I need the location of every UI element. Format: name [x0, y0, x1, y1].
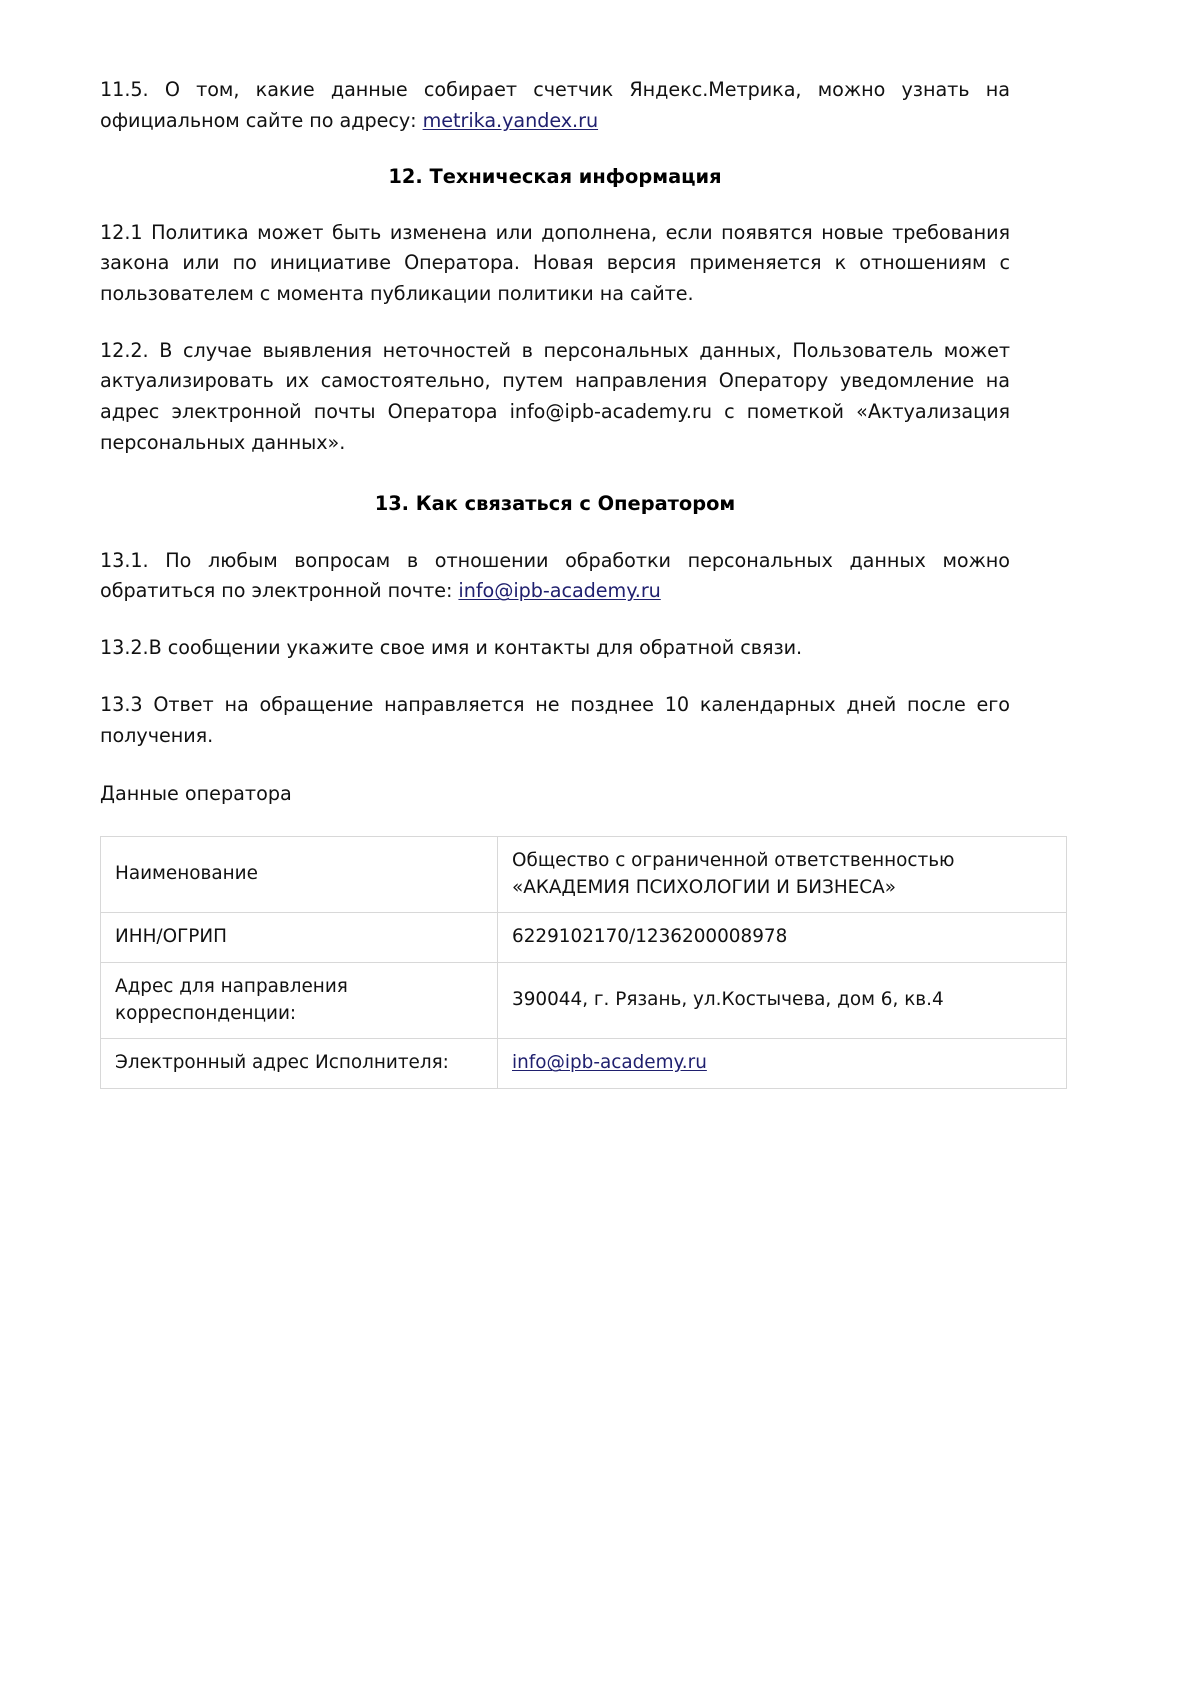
paragraph-11-5-text: 11.5. О том, какие данные собирает счетчик Яндекс.Метрика, можно узнать на официальном сайте по адресу: — [100, 78, 1010, 132]
heading-13-contact-operator: 13. Как связаться с Оператором — [374, 491, 736, 515]
table-row — [101, 913, 1067, 963]
operator-data-label: Данные оператора — [100, 782, 292, 806]
paragraph-13-3: 13.3 Ответ на обращение направляется не позднее 10 календарных дней после его получения. — [100, 692, 1010, 747]
table-cell-key — [101, 963, 498, 1039]
inn-ogrip-key: ИНН/ОГРИП — [115, 926, 227, 948]
paragraph-12-2: 12.2. В случае выявления неточностей в персональных данных, Пользователь может актуализировать их самостоятельно, путем направления Оператору уведомление на адрес электронной почты Оператора info@ipb-academy.ru с пометкой «Актуализация персональных данных». — [100, 338, 1010, 454]
paragraph-11-5 — [100, 75, 1010, 136]
table-row — [101, 1039, 1067, 1089]
table-cell-value — [498, 1039, 1067, 1089]
operator-name-value-line-2: «АКАДЕМИЯ ПСИХОЛОГИИ И БИЗНЕСА» — [512, 876, 896, 898]
correspondence-address-key-line-2: корреспонденции: — [115, 1002, 297, 1024]
paragraph-12-1: 12.1 Политика может быть изменена или дополнена, если появятся новые требования закона или по инициативе Оператора. Новая версия применяется к отношениям с пользователем с момента публикации политики на сайте. — [100, 220, 1010, 305]
metrika-yandex-link[interactable]: metrika.yandex.ru — [422, 108, 599, 132]
correspondence-address-value: 390044, г. Рязань, ул.Костычева, дом 6, кв.4 — [512, 989, 944, 1011]
paragraph-13-1 — [100, 546, 1010, 607]
table-row — [101, 837, 1067, 913]
operator-name-value-line-1: Общество с ограниченной ответственностью — [512, 850, 955, 871]
inn-ogrip-value: 6229102170/1236200008978 — [512, 926, 788, 948]
document-body — [100, 75, 1010, 1089]
contractor-email-key: Электронный адрес Исполнителя: — [115, 1052, 449, 1074]
table-cell-key — [101, 1039, 498, 1089]
table-row — [101, 963, 1067, 1039]
contractor-email-link[interactable]: info@ipb-academy.ru — [512, 1052, 707, 1074]
table-cell-value — [498, 963, 1067, 1039]
table-cell-key — [101, 837, 498, 913]
paragraph-13-2: 13.2.В сообщении укажите свое имя и контакты для обратной связи. — [100, 636, 803, 660]
table-cell-key — [101, 913, 498, 963]
operator-name-key: Наименование — [115, 863, 258, 885]
operator-data-table — [100, 836, 1067, 1089]
operator-email-link[interactable]: info@ipb-academy.ru — [458, 579, 661, 603]
heading-12-technical-information: 12. Техническая информация — [388, 165, 722, 189]
correspondence-address-key-line-1: Адрес для направления — [115, 976, 348, 998]
paragraph-13-1-text: 13.1. По любым вопросам в отношении обработки персональных данных можно обратиться по электронной почте: — [100, 548, 1010, 603]
table-cell-value — [498, 913, 1067, 963]
table-cell-value — [498, 837, 1067, 913]
